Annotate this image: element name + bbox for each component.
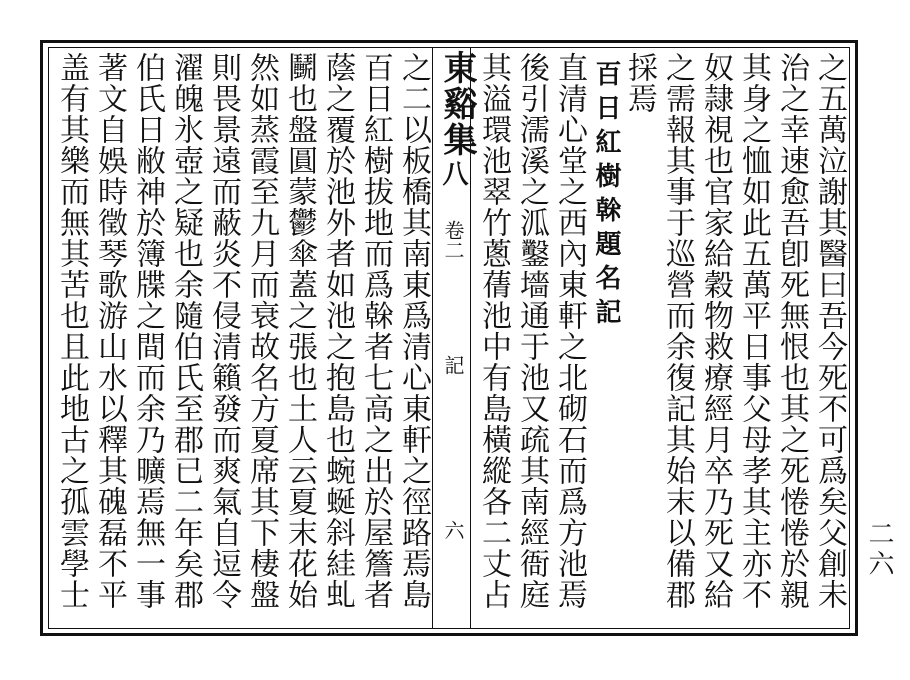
essay-title: 百日紅樹榦題名記 (591, 60, 621, 332)
text-column-l11: 伯氏日敝神於簿牒之間而余乃曠焉無一事 (130, 52, 165, 610)
text-column-r6: 採焉 (622, 52, 657, 114)
text-column-l9: 則畏景遠而蔽炎不侵清籟發而爽氣自逗令 (206, 52, 241, 610)
text-column-l3: 其溢環池翠竹蔥蒨池中有島橫縱各二丈占 (476, 52, 511, 610)
text-column-l6: 蔭之覆於池外者如池之抱島也蜿蜒斜絓虬 (320, 52, 355, 610)
page-number: 二六 (864, 520, 894, 580)
text-column-l2: 後引濡溪之泒鑿墻通于池又疏其南經衙庭 (514, 52, 549, 610)
text-column-l13: 盖有其樂而無其苦也且此地古之孤雲學士 (54, 52, 89, 610)
text-column-r5: 之需報其事于巡營而余復記其始末以備郡 (660, 52, 695, 610)
leaf-number: 六 (441, 520, 465, 540)
book-title: 東谿集 (437, 50, 477, 158)
section-label: 記 (441, 355, 465, 375)
text-column-l7: 鬭也盤圓蒙鬱傘蓋之張也土人云夏末花始 (282, 52, 317, 610)
text-column-l4: 之二以板橋其南東爲清心東軒之徑路焉島 (396, 52, 431, 610)
volume-number: 八 (438, 160, 468, 186)
text-column-r3: 其身之恤如此五萬平日事父母孝其主亦不 (736, 52, 771, 610)
text-column-l8: 然如蒸霞至九月而衰故名方夏席其下棲盤 (244, 52, 279, 610)
text-column-r2: 治之幸速愈吾卽死無恨也其之死惓惓於親 (774, 52, 809, 610)
text-column-l1: 直清心堂之西內東軒之北砌石而爲方池焉 (552, 52, 587, 610)
text-column-r4: 奴隷視也官家給穀物救療經月卒乃死又給 (698, 52, 733, 610)
text-column-l5: 百日紅樹拔地而爲榦者七高之出於屋簷者 (358, 52, 393, 610)
juan-label: 卷二 (441, 220, 465, 260)
text-column-r1: 之五萬泣謝其醫曰吾今死不可爲矣父創未 (812, 52, 847, 610)
text-column-l12: 著文自娛時徵琴歌游山水以釋其磈磊不平 (92, 52, 127, 610)
text-column-l10: 濯魄氷壺之疑也余隨伯氏至郡已二年矣郡 (168, 52, 203, 610)
center-header (433, 50, 477, 630)
center-rule-left (432, 48, 433, 628)
